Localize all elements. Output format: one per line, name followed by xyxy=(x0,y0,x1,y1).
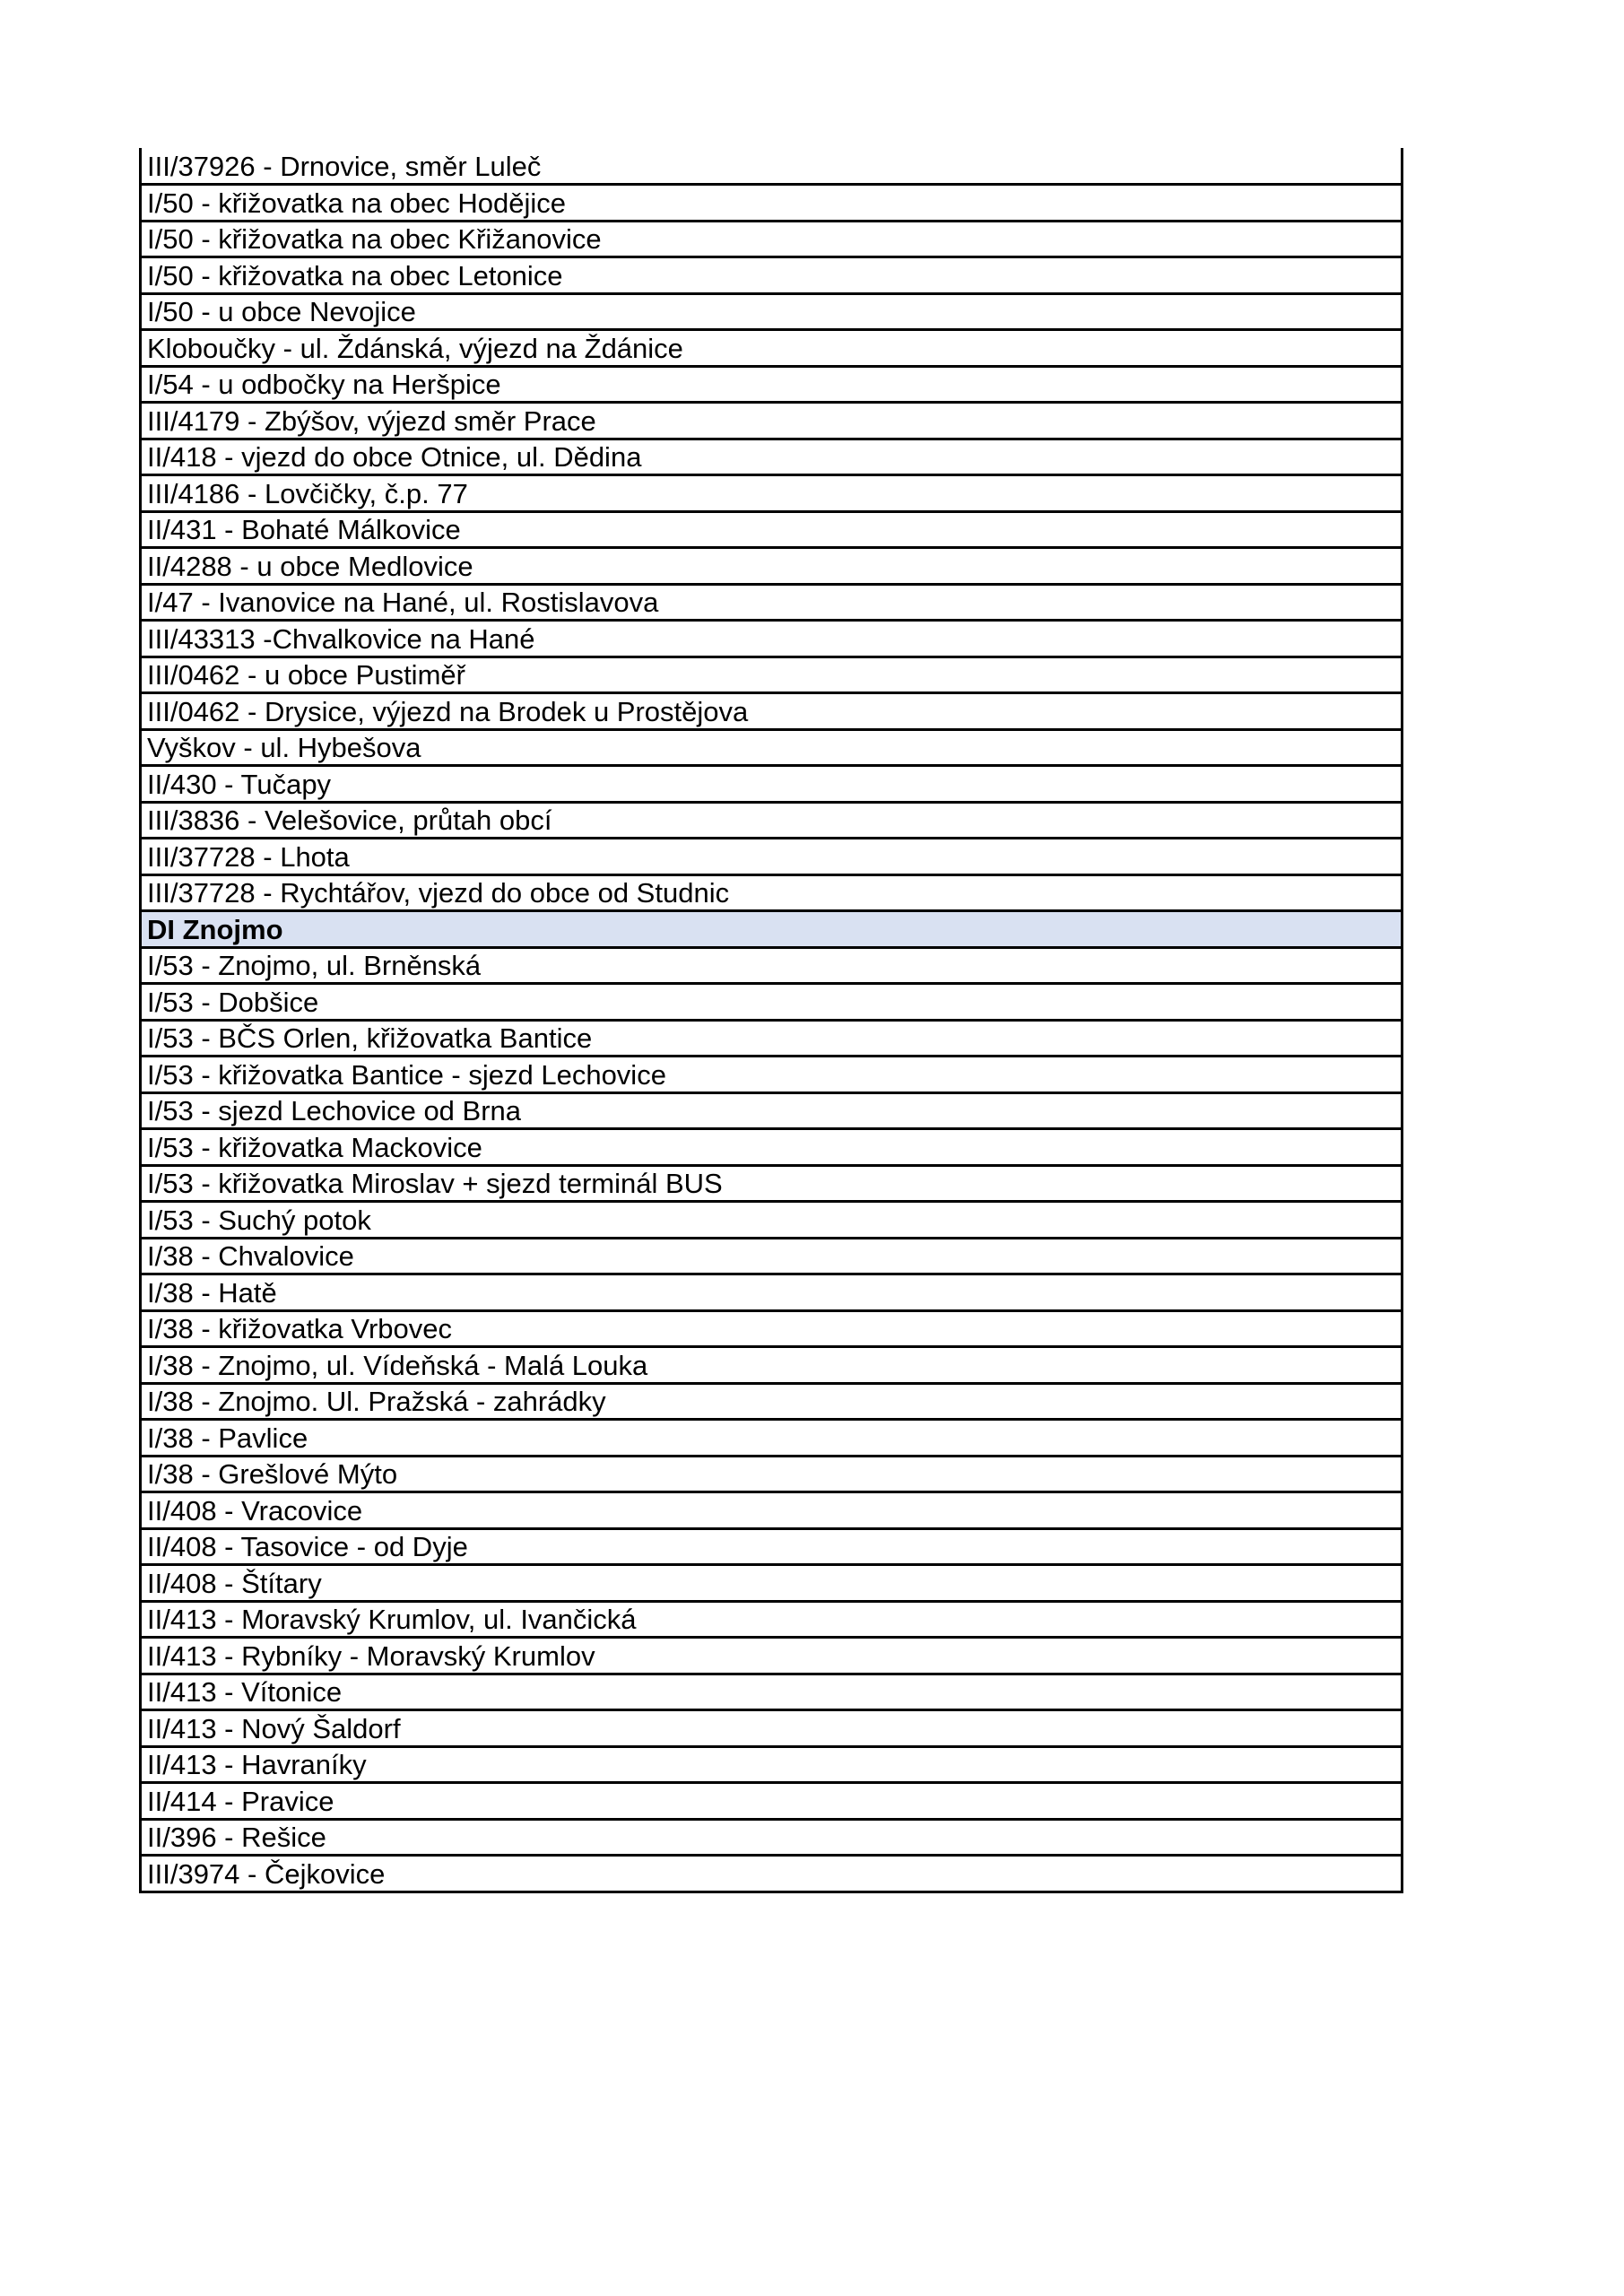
table-row xyxy=(141,1601,1403,1638)
location-cell: I/50 - křižovatka na obec Hodějice xyxy=(141,185,1403,222)
location-cell: II/430 - Tučapy xyxy=(141,766,1403,803)
table-row xyxy=(141,621,1403,657)
location-cell: II/413 - Rybníky - Moravský Krumlov xyxy=(141,1638,1403,1674)
table-row xyxy=(141,802,1403,839)
table-body xyxy=(141,148,1403,1892)
location-cell: II/413 - Nový Šaldorf xyxy=(141,1710,1403,1747)
location-cell: I/53 - Dobšice xyxy=(141,984,1403,1021)
location-cell: III/37728 - Lhota xyxy=(141,839,1403,875)
location-cell: I/53 - Znojmo, ul. Brněnská xyxy=(141,947,1403,984)
table-row xyxy=(141,1819,1403,1856)
location-cell: III/3974 - Čejkovice xyxy=(141,1856,1403,1892)
location-cell: II/396 - Rešice xyxy=(141,1819,1403,1856)
location-cell: III/0462 - u obce Pustiměř xyxy=(141,657,1403,693)
location-cell: I/38 - křižovatka Vrbovec xyxy=(141,1310,1403,1347)
table-row xyxy=(141,1057,1403,1093)
location-cell: I/38 - Pavlice xyxy=(141,1420,1403,1457)
location-cell: I/53 - křižovatka Miroslav + sjezd terminál BUS xyxy=(141,1165,1403,1202)
location-cell: I/50 - křižovatka na obec Letonice xyxy=(141,257,1403,294)
table-row xyxy=(141,511,1403,548)
location-cell: II/4288 - u obce Medlovice xyxy=(141,548,1403,585)
table-row xyxy=(141,1347,1403,1384)
table-row xyxy=(141,1674,1403,1710)
table-row xyxy=(141,257,1403,294)
location-cell: I/53 - křižovatka Bantice - sjezd Lechovice xyxy=(141,1057,1403,1093)
location-cell: I/38 - Chvalovice xyxy=(141,1238,1403,1274)
table-row xyxy=(141,1310,1403,1347)
table-row xyxy=(141,1383,1403,1420)
location-cell: III/43313 -Chvalkovice na Hané xyxy=(141,621,1403,657)
table-row xyxy=(141,1710,1403,1747)
table-row xyxy=(141,403,1403,439)
table-row xyxy=(141,1856,1403,1892)
location-cell: I/54 - u odbočky na Heršpice xyxy=(141,366,1403,403)
table-row xyxy=(141,1420,1403,1457)
location-cell: II/408 - Štítary xyxy=(141,1565,1403,1602)
table-row xyxy=(141,366,1403,403)
location-cell: III/3836 - Velešovice, průtah obcí xyxy=(141,802,1403,839)
location-cell: I/53 - BČS Orlen, křižovatka Bantice xyxy=(141,1020,1403,1057)
table-row xyxy=(141,1783,1403,1820)
location-cell: I/53 - křižovatka Mackovice xyxy=(141,1129,1403,1166)
table-row xyxy=(141,1492,1403,1529)
section-header-row xyxy=(141,911,1403,948)
location-cell: II/408 - Tasovice - od Dyje xyxy=(141,1528,1403,1565)
table-row xyxy=(141,330,1403,367)
table-row xyxy=(141,1565,1403,1602)
location-cell: I/38 - Znojmo, ul. Vídeňská - Malá Louka xyxy=(141,1347,1403,1384)
location-cell: I/50 - u obce Nevojice xyxy=(141,293,1403,330)
location-cell: II/431 - Bohaté Málkovice xyxy=(141,511,1403,548)
table-row xyxy=(141,475,1403,512)
location-cell: III/0462 - Drysice, výjezd na Brodek u Prostějova xyxy=(141,693,1403,730)
location-cell: Vyškov - ul. Hybešova xyxy=(141,729,1403,766)
table-row xyxy=(141,1746,1403,1783)
table-row xyxy=(141,1020,1403,1057)
location-cell: II/408 - Vracovice xyxy=(141,1492,1403,1529)
location-cell: Kloboučky - ul. Ždánská, výjezd na Ždánice xyxy=(141,330,1403,367)
location-cell: I/50 - křižovatka na obec Křižanovice xyxy=(141,221,1403,257)
location-cell: II/413 - Havraníky xyxy=(141,1746,1403,1783)
location-cell: I/47 - Ivanovice na Hané, ul. Rostislavova xyxy=(141,584,1403,621)
location-cell: III/37926 - Drnovice, směr Luleč xyxy=(141,148,1403,185)
table-row xyxy=(141,1202,1403,1239)
table-row xyxy=(141,221,1403,257)
table-row xyxy=(141,766,1403,803)
location-cell: I/53 - sjezd Lechovice od Brna xyxy=(141,1092,1403,1129)
table-row xyxy=(141,984,1403,1021)
locations-table xyxy=(139,148,1403,1893)
location-cell: II/413 - Moravský Krumlov, ul. Ivančická xyxy=(141,1601,1403,1638)
table-row xyxy=(141,1638,1403,1674)
location-cell: I/38 - Grešlové Mýto xyxy=(141,1456,1403,1492)
table-row xyxy=(141,729,1403,766)
table-row xyxy=(141,947,1403,984)
location-cell: II/414 - Pravice xyxy=(141,1783,1403,1820)
location-cell: I/53 - Suchý potok xyxy=(141,1202,1403,1239)
table-row xyxy=(141,1238,1403,1274)
table-row xyxy=(141,874,1403,911)
table-row xyxy=(141,1165,1403,1202)
location-cell: I/38 - Znojmo. Ul. Pražská - zahrádky xyxy=(141,1383,1403,1420)
location-cell: II/413 - Vítonice xyxy=(141,1674,1403,1710)
table-row xyxy=(141,439,1403,475)
section-header-cell: DI Znojmo xyxy=(141,911,1403,948)
table-row xyxy=(141,839,1403,875)
location-cell: III/4186 - Lovčičky, č.p. 77 xyxy=(141,475,1403,512)
table-row xyxy=(141,548,1403,585)
table-row xyxy=(141,1274,1403,1311)
location-cell: III/37728 - Rychtářov, vjezd do obce od Studnic xyxy=(141,874,1403,911)
table-row xyxy=(141,185,1403,222)
table-row xyxy=(141,293,1403,330)
location-cell: III/4179 - Zbýšov, výjezd směr Prace xyxy=(141,403,1403,439)
table-row xyxy=(141,693,1403,730)
table-row xyxy=(141,1129,1403,1166)
table-row xyxy=(141,584,1403,621)
table-row xyxy=(141,657,1403,693)
table-row xyxy=(141,148,1403,185)
table-row xyxy=(141,1092,1403,1129)
table-row xyxy=(141,1456,1403,1492)
table-row xyxy=(141,1528,1403,1565)
location-cell: I/38 - Hatě xyxy=(141,1274,1403,1311)
location-cell: II/418 - vjezd do obce Otnice, ul. Dědina xyxy=(141,439,1403,475)
